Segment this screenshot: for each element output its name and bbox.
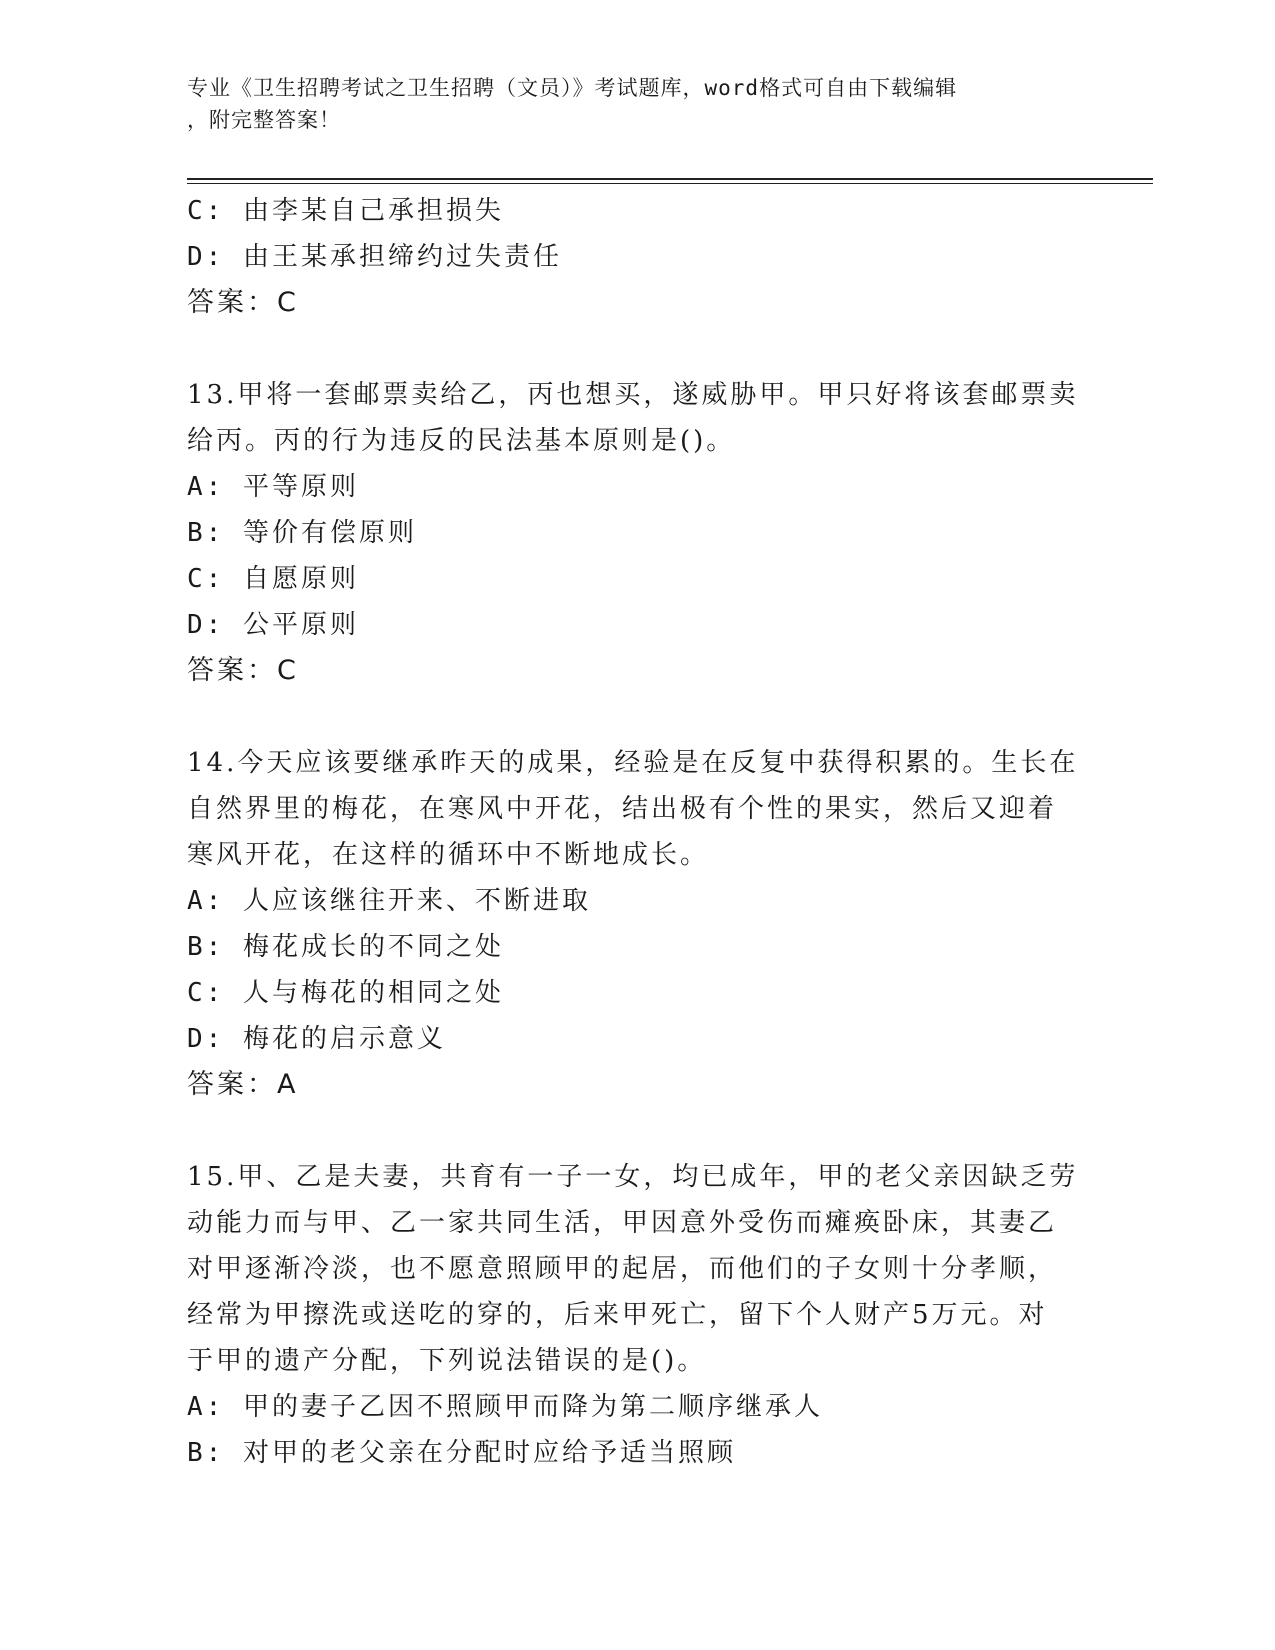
option-d: D: 梅花的启示意义 xyxy=(187,1024,446,1054)
answer-line: 答案：A xyxy=(187,1069,299,1100)
question-stem-line: 于甲的遗产分配，下列说法错误的是()。 xyxy=(187,1346,707,1376)
question-stem-line: 经常为甲擦洗或送吃的穿的，后来甲死亡，留下个人财产5万元。对 xyxy=(187,1300,1048,1330)
option-b: B: 梅花成长的不同之处 xyxy=(187,932,504,962)
header-divider-thin xyxy=(187,183,1153,184)
header-divider-thick xyxy=(187,178,1153,180)
option-a: A: 人应该继往开来、不断进取 xyxy=(187,886,591,916)
header-line-2: ，附完整答案！ xyxy=(187,108,341,132)
option-d: D: 由王某承担缔约过失责任 xyxy=(187,242,562,272)
option-a: A: 平等原则 xyxy=(187,472,359,502)
option-b: B: 等价有偿原则 xyxy=(187,518,417,548)
option-c: C: 人与梅花的相同之处 xyxy=(187,978,504,1008)
answer-line: 答案：C xyxy=(187,655,299,686)
question-stem-line: 13.甲将一套邮票卖给乙，丙也想买，遂威胁甲。甲只好将该套邮票卖 xyxy=(187,380,1079,410)
option-b: B: 对甲的老父亲在分配时应给予适当照顾 xyxy=(187,1438,736,1468)
document-header xyxy=(187,72,1067,136)
option-c: C: 自愿原则 xyxy=(187,564,359,594)
answer-line: 答案：C xyxy=(187,287,299,318)
question-stem-line: 给丙。丙的行为违反的民法基本原则是()。 xyxy=(187,426,736,456)
question-stem-line: 14.今天应该要继承昨天的成果，经验是在反复中获得积累的。生长在 xyxy=(187,748,1079,778)
question-12-tail xyxy=(187,188,1087,326)
question-content xyxy=(187,188,1087,1476)
question-stem-line: 15.甲、乙是夫妻，共育有一子一女，均已成年，甲的老父亲因缺乏劳 xyxy=(187,1162,1079,1192)
question-stem-line: 对甲逐渐冷淡，也不愿意照顾甲的起居，而他们的子女则十分孝顺， xyxy=(187,1254,1058,1284)
header-line-1: 专业《卫生招聘考试之卫生招聘（文员）》考试题库，word格式可自由下载编辑 xyxy=(187,76,958,100)
question-13 xyxy=(187,372,1087,694)
option-a: A: 甲的妻子乙因不照顾甲而降为第二顺序继承人 xyxy=(187,1392,823,1422)
question-stem-line: 动能力而与甲、乙一家共同生活，甲因意外受伤而瘫痪卧床，其妻乙 xyxy=(187,1208,1058,1238)
question-stem-line: 自然界里的梅花，在寒风中开花，结出极有个性的果实，然后又迎着 xyxy=(187,794,1058,824)
option-d: D: 公平原则 xyxy=(187,610,359,640)
option-c: C: 由李某自己承担损失 xyxy=(187,196,504,226)
question-14 xyxy=(187,740,1087,1108)
question-stem-line: 寒风开花，在这样的循环中不断地成长。 xyxy=(187,840,710,870)
question-15 xyxy=(187,1154,1087,1476)
